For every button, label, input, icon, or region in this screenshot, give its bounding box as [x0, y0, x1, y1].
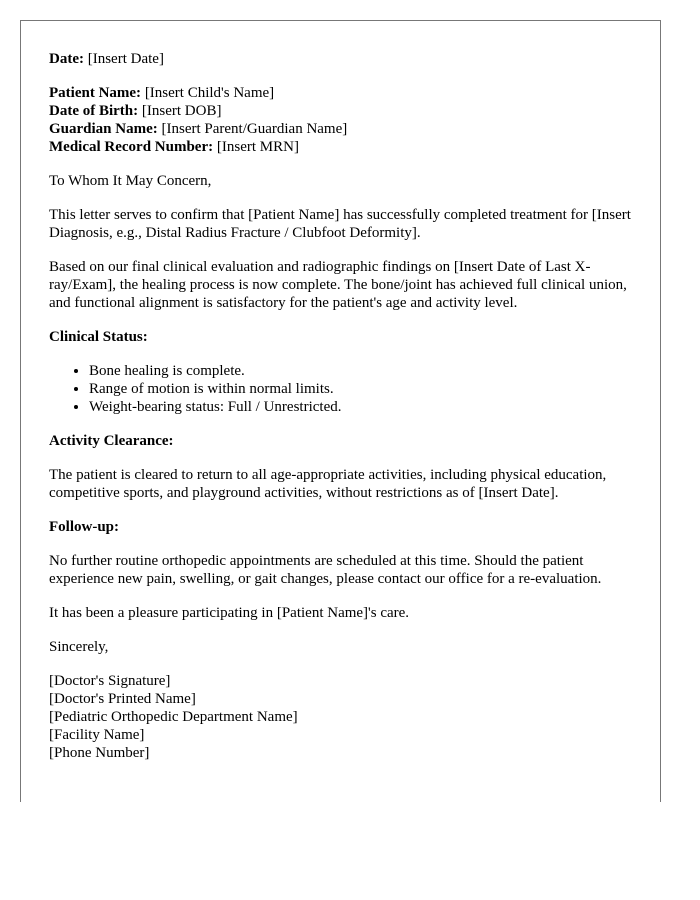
phone-line: [Phone Number]	[49, 745, 150, 761]
signoff: Sincerely,	[49, 639, 109, 655]
salutation: To Whom It May Concern,	[49, 173, 212, 189]
list-item: • Weight-bearing status: Full / Unrestricted.	[89, 398, 632, 416]
patient-name-label: Patient Name:	[49, 85, 142, 101]
paragraph-confirmation: This letter serves to confirm that [Patient Name] has successfully completed treatment for [Insert Diagnosis, e.g., Distal Radius Fracture / Clubfoot Deformity].	[49, 207, 631, 241]
printed-name-line: [Doctor's Printed Name]	[49, 691, 196, 707]
closing-note: It has been a pleasure participating in [Patient Name]'s care.	[49, 605, 410, 621]
date-label: Date:	[49, 51, 84, 67]
paragraph-evaluation: Based on our final clinical evaluation and radiographic findings on [Insert Date of Last X-ray/Exam], the healing process is now complete. The bone/joint has achieved full clinical union, and functional alignment is satisfactory for the patient's age and activity level.	[49, 259, 627, 311]
clinical-status-list	[49, 362, 632, 416]
mrn-line	[49, 138, 632, 156]
patient-name-line	[49, 84, 632, 102]
mrn-value: [Insert MRN]	[213, 139, 299, 155]
guardian-label: Guardian Name:	[49, 121, 158, 137]
mrn-label: Medical Record Number:	[49, 139, 214, 155]
guardian-value: [Insert Parent/Guardian Name]	[157, 121, 348, 137]
patient-info-block	[49, 84, 632, 156]
follow-up-text: No further routine orthopedic appointments are scheduled at this time. Should the patient experience new pain, swelling, or gait changes, please contact our office for a re-evaluation.	[49, 553, 602, 587]
facility-line: [Facility Name]	[49, 727, 145, 743]
list-item: • Bone healing is complete.	[89, 362, 632, 380]
patient-name-value: [Insert Child's Name]	[141, 85, 275, 101]
activity-clearance-heading: Activity Clearance:	[49, 433, 174, 449]
dob-value: [Insert DOB]	[138, 103, 222, 119]
dob-line	[49, 102, 632, 120]
clinical-status-heading: Clinical Status:	[49, 329, 148, 345]
list-item: • Range of motion is within normal limits.	[89, 380, 632, 398]
date-line	[49, 50, 632, 68]
dob-label: Date of Birth:	[49, 103, 139, 119]
signature-block	[49, 672, 632, 762]
department-line: [Pediatric Orthopedic Department Name]	[49, 709, 298, 725]
date-value: [Insert Date]	[83, 51, 164, 67]
activity-clearance-text: The patient is cleared to return to all age-appropriate activities, including physical education, competitive sports, and playground activities, without restrictions as of [Insert Date].	[49, 467, 607, 501]
follow-up-heading: Follow-up:	[49, 519, 120, 535]
letter-page	[20, 20, 661, 802]
signature-line: [Doctor's Signature]	[49, 673, 171, 689]
guardian-line	[49, 120, 632, 138]
